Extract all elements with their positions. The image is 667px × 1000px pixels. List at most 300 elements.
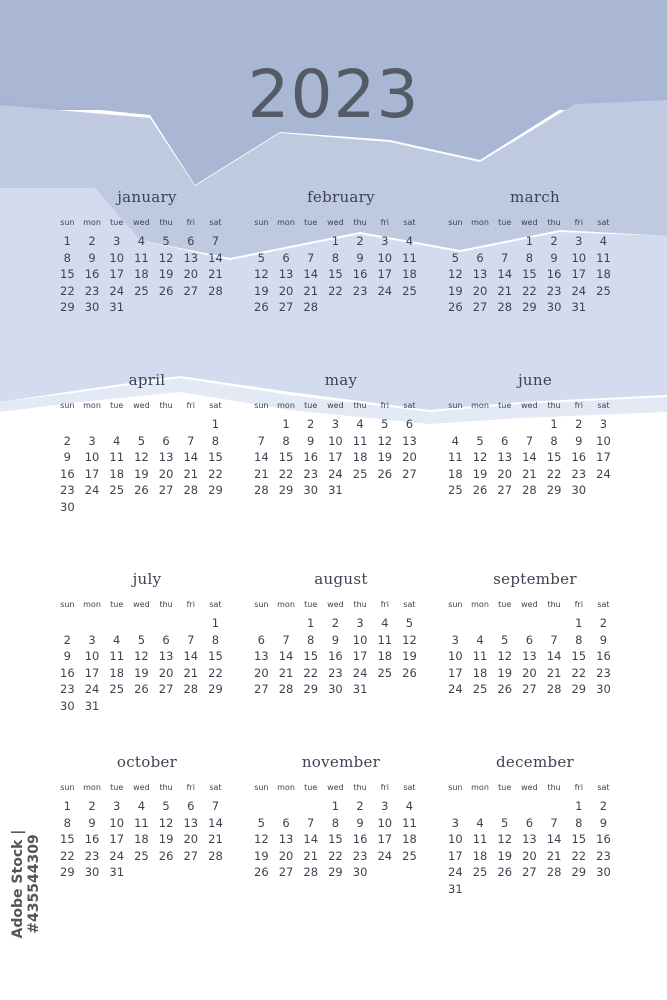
weekday-label: fri: [574, 783, 583, 792]
day-cell: 2: [88, 234, 96, 248]
weekday-label: thu: [159, 600, 173, 609]
day-cell: 30: [352, 865, 368, 880]
day-cell: 27: [158, 483, 174, 498]
day-cell: 7: [307, 250, 315, 265]
month-october: [55, 752, 231, 881]
day-cell: 19: [497, 848, 513, 863]
day-cell: 11: [472, 649, 488, 664]
day-cell: 24: [328, 466, 343, 481]
day-cell: 23: [596, 665, 611, 680]
empty-cell: [249, 615, 274, 632]
day-cell: 21: [522, 466, 537, 481]
day-cell: 30: [596, 682, 611, 697]
day-cell: 7: [307, 815, 315, 830]
day-cell: 29: [328, 865, 343, 880]
day-cell: 8: [331, 250, 340, 265]
day-cell: 18: [448, 466, 463, 481]
day-cell: 11: [134, 250, 149, 265]
month-name: march: [510, 188, 560, 206]
day-cell: 3: [113, 799, 121, 813]
day-cell: 24: [377, 848, 393, 863]
weekday-label: mon: [277, 218, 295, 227]
day-cell: 19: [134, 665, 149, 680]
day-cell: 6: [525, 815, 534, 830]
day-cell: 2: [63, 433, 71, 448]
day-cell: 31: [109, 300, 125, 315]
day-cell: 11: [596, 250, 611, 265]
empty-cell: [443, 798, 468, 815]
day-cell: 4: [113, 433, 121, 448]
weekday-label: mon: [471, 218, 489, 227]
day-cell: 14: [303, 832, 319, 847]
day-cell: 22: [278, 466, 294, 481]
day-cell: 3: [599, 417, 608, 431]
day-cell: 14: [278, 649, 294, 664]
day-cell: 24: [596, 466, 611, 481]
day-cell: 12: [158, 250, 174, 265]
day-cell: 15: [328, 267, 343, 282]
empty-cell: [55, 615, 80, 632]
weekday-label: tue: [498, 783, 512, 792]
day-cell: 19: [497, 665, 513, 680]
weekday-label: wed: [327, 401, 344, 410]
month-may: [249, 370, 425, 499]
day-cell: 1: [575, 799, 583, 813]
day-cell: 7: [211, 234, 220, 248]
empty-cell: [274, 233, 299, 250]
day-cell: 11: [402, 815, 417, 830]
day-cell: 7: [525, 433, 534, 448]
day-cell: 7: [550, 632, 558, 647]
day-cell: 29: [522, 300, 537, 315]
weekday-label: wed: [521, 401, 538, 410]
day-cell: 14: [522, 450, 537, 465]
day-cell: 29: [303, 682, 319, 697]
day-cell: 21: [183, 466, 199, 481]
day-cell: 8: [331, 815, 340, 830]
day-cell: 24: [84, 483, 100, 498]
empty-cell: [55, 416, 80, 433]
day-cell: 24: [377, 283, 393, 298]
month-name: october: [116, 753, 178, 771]
day-cell: 1: [331, 234, 340, 248]
day-cell: 22: [208, 665, 223, 680]
empty-cell: [104, 615, 129, 632]
day-cell: 2: [307, 417, 315, 431]
day-cell: 1: [282, 417, 290, 431]
empty-cell: [517, 798, 542, 815]
day-cell: 9: [599, 632, 608, 647]
day-cell: 14: [546, 649, 562, 664]
day-cell: 16: [60, 665, 75, 680]
day-cell: 17: [448, 848, 463, 863]
day-cell: 6: [162, 632, 170, 647]
empty-cell: [154, 615, 179, 632]
weekday-label: thu: [353, 218, 367, 227]
month-name: august: [314, 570, 368, 588]
month-name: may: [324, 371, 358, 389]
day-cell: 21: [303, 848, 319, 863]
day-cell: 30: [60, 499, 75, 514]
day-cell: 21: [546, 848, 562, 863]
day-cell: 24: [84, 682, 100, 697]
day-cell: 12: [448, 267, 463, 282]
weekday-label: tue: [304, 600, 318, 609]
day-cell: 4: [405, 799, 414, 813]
weekday-label: wed: [133, 783, 150, 792]
month-name: june: [517, 371, 553, 389]
day-cell: 21: [278, 665, 294, 680]
day-cell: 25: [402, 848, 417, 863]
day-cell: 17: [109, 267, 125, 282]
weekday-label: fri: [574, 401, 583, 410]
day-cell: 2: [356, 234, 364, 248]
day-cell: 28: [183, 483, 199, 498]
day-cell: 27: [522, 865, 537, 880]
day-cell: 28: [303, 300, 319, 315]
month-name: july: [132, 570, 162, 588]
watermark: [6, 760, 42, 990]
day-cell: 12: [254, 267, 269, 282]
day-cell: 26: [497, 682, 513, 697]
day-cell: 7: [187, 632, 195, 647]
weekday-label: sat: [209, 783, 222, 792]
day-cell: 28: [546, 865, 562, 880]
day-cell: 15: [278, 450, 294, 465]
day-cell: 25: [596, 283, 611, 298]
day-cell: 22: [522, 283, 537, 298]
empty-cell: [249, 416, 274, 433]
day-cell: 6: [257, 632, 265, 647]
day-cell: 13: [183, 815, 199, 830]
weekday-label: mon: [83, 783, 101, 792]
weekday-label: fri: [380, 218, 389, 227]
weekday-label: sun: [448, 600, 463, 609]
calendar-year-title: 2023: [247, 56, 420, 133]
month-august: [249, 569, 425, 698]
month-grid: [443, 778, 619, 898]
day-cell: 9: [88, 250, 96, 265]
month-grid: [55, 595, 231, 715]
day-cell: 10: [109, 250, 125, 265]
day-cell: 5: [137, 632, 146, 647]
weekday-label: thu: [159, 783, 173, 792]
day-cell: 29: [546, 483, 562, 498]
day-cell: 11: [472, 832, 488, 847]
day-cell: 22: [328, 848, 343, 863]
weekday-label: fri: [380, 600, 389, 609]
day-cell: 4: [137, 234, 146, 248]
day-cell: 24: [571, 283, 587, 298]
day-cell: 12: [134, 450, 149, 465]
day-cell: 7: [257, 433, 265, 448]
day-cell: 17: [328, 450, 343, 465]
watermark-text: Adobe Stock | #435544309: [10, 829, 42, 939]
day-cell: 3: [451, 632, 459, 647]
day-cell: 12: [402, 632, 417, 647]
weekday-label: sun: [254, 218, 269, 227]
empty-cell: [468, 233, 493, 250]
day-cell: 10: [377, 250, 393, 265]
day-cell: 18: [402, 267, 417, 282]
day-cell: 24: [109, 848, 125, 863]
day-cell: 9: [356, 815, 364, 830]
day-cell: 28: [208, 283, 223, 298]
weekday-label: tue: [110, 783, 124, 792]
day-cell: 29: [208, 682, 223, 697]
day-cell: 22: [60, 848, 75, 863]
day-cell: 29: [571, 865, 587, 880]
weekday-label: tue: [110, 218, 124, 227]
weekday-label: wed: [521, 600, 538, 609]
day-cell: 2: [331, 616, 340, 630]
day-cell: 27: [497, 483, 513, 498]
month-name: january: [117, 188, 177, 206]
month-april: [55, 370, 231, 516]
day-cell: 1: [63, 799, 71, 813]
day-cell: 10: [377, 815, 393, 830]
day-cell: 30: [303, 483, 319, 498]
day-cell: 4: [599, 234, 608, 248]
day-cell: 9: [88, 815, 96, 830]
day-cell: 4: [476, 632, 484, 647]
weekday-label: mon: [471, 783, 489, 792]
empty-cell: [129, 615, 154, 632]
day-cell: 25: [109, 682, 125, 697]
month-grid: [249, 595, 425, 698]
day-cell: 21: [208, 267, 223, 282]
day-cell: 8: [575, 815, 583, 830]
weekday-label: sat: [403, 218, 416, 227]
day-cell: 13: [254, 649, 269, 664]
day-cell: 29: [208, 483, 223, 498]
day-cell: 27: [183, 283, 199, 298]
day-cell: 19: [158, 267, 174, 282]
day-cell: 12: [134, 649, 149, 664]
day-cell: 17: [571, 267, 587, 282]
day-cell: 17: [448, 665, 463, 680]
weekday-label: sun: [60, 401, 75, 410]
day-cell: 7: [211, 799, 220, 813]
day-cell: 12: [472, 450, 488, 465]
day-cell: 1: [211, 417, 220, 431]
day-cell: 12: [158, 815, 174, 830]
month-september: [443, 569, 619, 698]
day-cell: 12: [497, 832, 513, 847]
day-cell: 3: [356, 616, 364, 630]
day-cell: 28: [303, 865, 319, 880]
day-cell: 26: [377, 466, 393, 481]
day-cell: 27: [183, 848, 199, 863]
day-cell: 8: [282, 433, 290, 448]
weekday-label: sat: [597, 783, 610, 792]
day-cell: 19: [254, 283, 269, 298]
day-cell: 8: [63, 250, 71, 265]
day-cell: 22: [60, 283, 75, 298]
empty-cell: [517, 416, 542, 433]
day-cell: 26: [158, 283, 174, 298]
day-cell: 9: [356, 250, 364, 265]
day-cell: 5: [476, 433, 484, 448]
weekday-label: tue: [498, 218, 512, 227]
day-cell: 27: [254, 682, 269, 697]
day-cell: 4: [451, 433, 459, 448]
day-cell: 6: [476, 250, 484, 265]
day-cell: 24: [448, 682, 463, 697]
weekday-label: thu: [547, 600, 561, 609]
day-cell: 13: [402, 433, 417, 448]
empty-cell: [249, 233, 274, 250]
day-cell: 9: [63, 649, 71, 664]
weekday-label: sun: [60, 783, 75, 792]
day-cell: 1: [307, 616, 315, 630]
day-cell: 14: [303, 267, 319, 282]
day-cell: 21: [497, 283, 513, 298]
empty-cell: [492, 615, 517, 632]
day-cell: 18: [109, 665, 125, 680]
day-cell: 26: [472, 483, 488, 498]
day-cell: 30: [571, 483, 587, 498]
weekday-label: thu: [353, 401, 367, 410]
day-cell: 10: [109, 815, 125, 830]
day-cell: 25: [377, 665, 393, 680]
day-cell: 12: [254, 832, 269, 847]
day-cell: 3: [381, 799, 389, 813]
day-cell: 25: [134, 283, 149, 298]
month-grid: [443, 213, 619, 316]
empty-cell: [298, 798, 323, 815]
day-cell: 6: [405, 417, 414, 431]
day-cell: 29: [60, 300, 75, 315]
month-name: december: [495, 753, 575, 771]
month-february: [249, 187, 425, 316]
weekday-label: sat: [209, 218, 222, 227]
day-cell: 30: [546, 300, 562, 315]
day-cell: 10: [448, 649, 463, 664]
empty-cell: [492, 233, 517, 250]
day-cell: 18: [377, 649, 393, 664]
day-cell: 22: [571, 665, 587, 680]
day-cell: 23: [546, 283, 562, 298]
day-cell: 13: [472, 267, 488, 282]
day-cell: 15: [328, 832, 343, 847]
month-march: [443, 187, 619, 316]
day-cell: 19: [377, 450, 393, 465]
day-cell: 12: [497, 649, 513, 664]
day-cell: 16: [352, 267, 368, 282]
day-cell: 11: [402, 250, 417, 265]
day-cell: 13: [497, 450, 513, 465]
day-cell: 22: [328, 283, 343, 298]
weekday-label: thu: [547, 401, 561, 410]
day-cell: 31: [109, 865, 125, 880]
empty-cell: [129, 416, 154, 433]
weekday-label: mon: [277, 401, 295, 410]
weekday-label: tue: [304, 218, 318, 227]
day-cell: 1: [63, 234, 71, 248]
day-cell: 13: [183, 250, 199, 265]
day-cell: 14: [208, 250, 223, 265]
empty-cell: [80, 416, 105, 433]
day-cell: 4: [405, 234, 414, 248]
day-cell: 10: [596, 433, 611, 448]
month-grid: [55, 396, 231, 516]
empty-cell: [178, 416, 203, 433]
month-june: [443, 370, 619, 499]
day-cell: 28: [254, 483, 269, 498]
day-cell: 31: [352, 682, 368, 697]
day-cell: 3: [575, 234, 583, 248]
day-cell: 30: [596, 865, 611, 880]
weekday-label: sat: [597, 218, 610, 227]
weekday-label: wed: [521, 783, 538, 792]
month-january: [55, 187, 231, 316]
weekday-label: sun: [254, 401, 269, 410]
day-cell: 21: [208, 832, 223, 847]
day-cell: 16: [546, 267, 562, 282]
day-cell: 16: [84, 267, 100, 282]
day-cell: 4: [113, 632, 121, 647]
day-cell: 17: [377, 267, 393, 282]
day-cell: 20: [402, 450, 417, 465]
day-cell: 20: [522, 665, 537, 680]
weekday-label: mon: [277, 783, 295, 792]
day-cell: 15: [60, 267, 75, 282]
day-cell: 25: [472, 865, 488, 880]
weekday-label: mon: [471, 401, 489, 410]
day-cell: 20: [158, 466, 174, 481]
day-cell: 27: [278, 300, 294, 315]
weekday-label: sun: [254, 600, 269, 609]
day-cell: 10: [84, 450, 100, 465]
day-cell: 18: [472, 848, 488, 863]
day-cell: 18: [134, 832, 149, 847]
day-cell: 8: [211, 632, 220, 647]
day-cell: 10: [571, 250, 587, 265]
day-cell: 9: [599, 815, 608, 830]
day-cell: 19: [254, 848, 269, 863]
day-cell: 28: [208, 848, 223, 863]
day-cell: 10: [328, 433, 343, 448]
day-cell: 26: [158, 848, 174, 863]
day-cell: 18: [596, 267, 611, 282]
day-cell: 12: [377, 433, 393, 448]
month-name: february: [307, 188, 375, 206]
day-cell: 5: [451, 250, 459, 265]
day-cell: 8: [550, 433, 558, 448]
weekday-label: thu: [159, 401, 173, 410]
empty-cell: [542, 798, 567, 815]
weekday-label: sat: [403, 401, 416, 410]
day-cell: 14: [208, 815, 223, 830]
month-december: [443, 752, 619, 898]
day-cell: 11: [109, 649, 125, 664]
empty-cell: [443, 615, 468, 632]
day-cell: 22: [546, 466, 562, 481]
day-cell: 25: [448, 483, 463, 498]
empty-cell: [542, 615, 567, 632]
day-cell: 15: [571, 649, 587, 664]
month-july: [55, 569, 231, 715]
day-cell: 10: [84, 649, 100, 664]
weekday-label: fri: [380, 401, 389, 410]
weekday-label: mon: [83, 600, 101, 609]
day-cell: 2: [550, 234, 558, 248]
day-cell: 17: [84, 466, 100, 481]
month-grid: [249, 778, 425, 881]
day-cell: 16: [571, 450, 587, 465]
weekday-label: fri: [186, 783, 195, 792]
